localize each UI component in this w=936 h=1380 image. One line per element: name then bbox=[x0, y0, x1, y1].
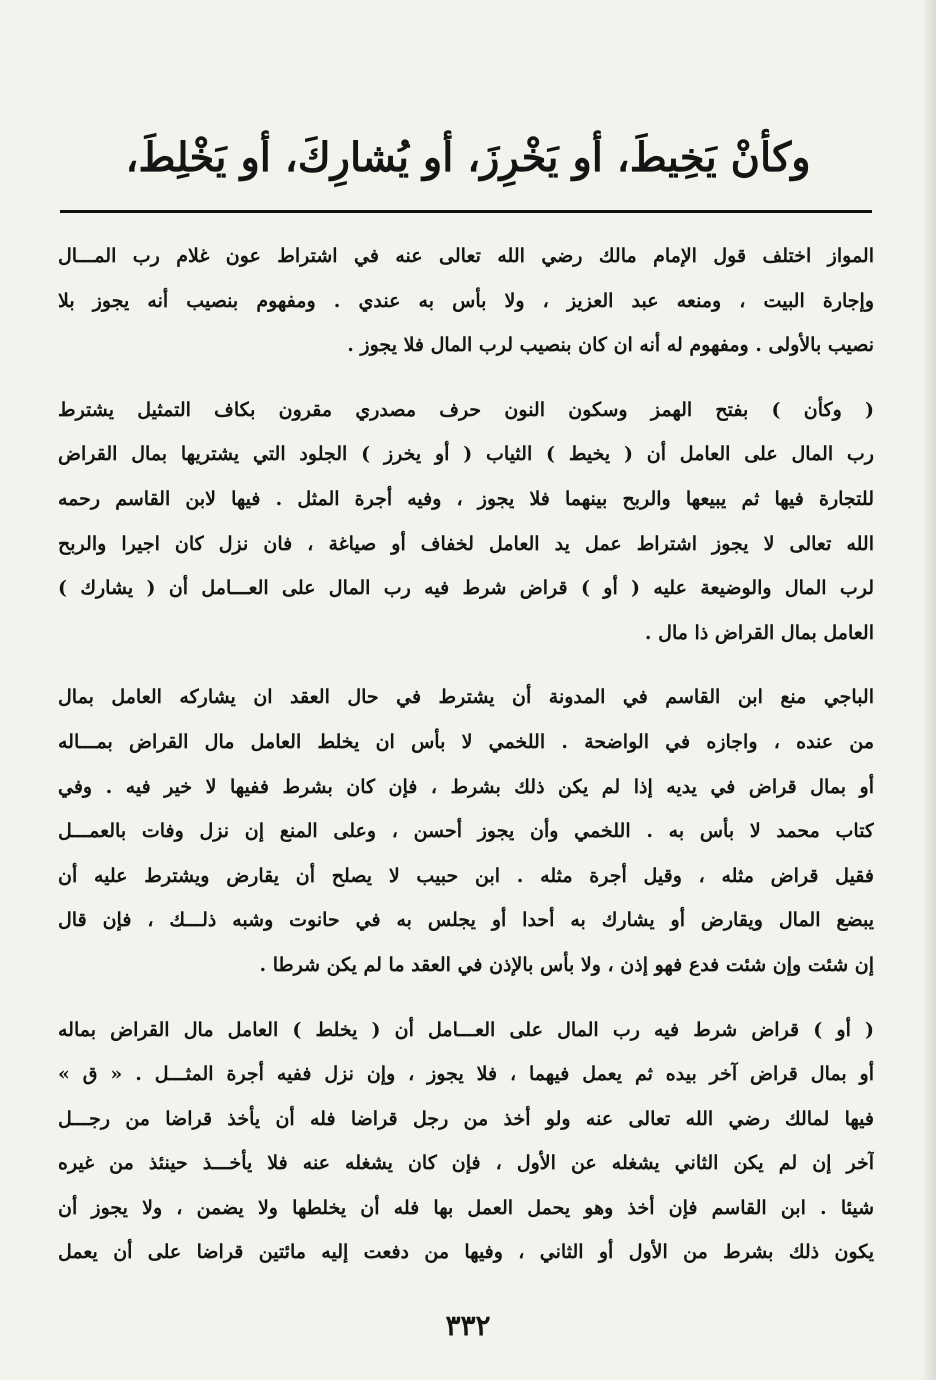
paragraph-1 bbox=[58, 234, 874, 368]
text-line: يكون ذلك بشرط من الأول أو الثاني ، وفيها من دفعت إليه مائتين قراضا على أن يعمل bbox=[58, 1241, 874, 1264]
paragraph-4 bbox=[58, 1008, 874, 1276]
running-head: وكأنْ يَخِيطَ، أو يَخْرِزَ، أو يُشارِكَ، أو يَخْلِطَ، bbox=[125, 134, 811, 181]
header-rule bbox=[60, 210, 872, 213]
text-line: نصيب بالأولى . ومفهوم له أنه ان كان بنصيب لرب المال فلا يجوز . bbox=[347, 334, 874, 357]
text-line: رب المال على العامل أن ( يخيط ) الثياب ( أو يخرز ) الجلود التي يشتريها بمال القراض bbox=[58, 443, 874, 466]
text-line: ( أو ) قراض شرط فيه رب المال على العـــامل أن ( يخلط ) العامل مال القراض بماله bbox=[58, 1018, 874, 1041]
text-line: فقيل قراض مثله ، وقيل أجرة مثله . ابن حبيب لا يصلح أن يقارض ويشترط عليه أن bbox=[58, 864, 874, 887]
text-line: شيئا . ابن القاسم فإن أخذ وهو يحمل العمل بها فله أن يخلطها ولا يضمن ، ولا يجوز أن bbox=[58, 1196, 874, 1219]
text-line: الباجي منع ابن القاسم في المدونة أن يشترط في حال العقد ان يشاركه العامل بمال bbox=[58, 686, 874, 709]
text-line: فيها لمالك رضي الله تعالى عنه ولو أخذ من رجل قراضا فله أن يأخذ قراضا من رجـــل bbox=[58, 1107, 874, 1130]
text-line: العامل بمال القراض ذا مال . bbox=[644, 621, 874, 644]
text-line: ( وكأن ) بفتح الهمز وسكون النون حرف مصدري مقرون بكاف التمثيل يشترط bbox=[58, 398, 874, 421]
text-line: إن شئت وإن شئت فدع فهو إذن ، ولا بأس بالإذن في العقد ما لم يكن شرطا . bbox=[259, 953, 874, 976]
text-line: وإجارة البيت ، ومنعه عبد العزيز ، ولا بأس به عندي . ومفهوم بنصيب أنه يجوز بلا bbox=[58, 289, 874, 312]
text-line: آخر إن لم يكن الثاني يشغله عن الأول ، فإن كان يشغله عنه فلا يأخـــذ حينئذ من غيره bbox=[58, 1152, 874, 1175]
page-edge-shadow bbox=[922, 0, 936, 1380]
paragraph-2 bbox=[58, 388, 874, 656]
text-line: يبضع المال ويقارض أو يشارك به أحدا أو يجلس به في حانوت وشبه ذلـــك ، فإن قال bbox=[58, 909, 874, 932]
text-line: لرب المال والوضيعة عليه ( أو ) قراض شرط فيه رب المال على العـــامل أن ( يشارك ) bbox=[58, 577, 874, 600]
text-line: المواز اختلف قول الإمام مالك رضي الله تعالى عنه في اشتراط عون غلام رب المـــال bbox=[58, 245, 874, 267]
body-text bbox=[58, 234, 874, 1275]
text-line: من عنده ، واجازه في الواضحة . اللخمي لا بأس ان يخلط العامل مال القراض بمـــاله bbox=[58, 730, 874, 753]
text-line: كتاب محمد لا بأس به . اللخمي وأن يجوز أحسن ، وعلى المنع إن نزل وفات بالعمـــل bbox=[58, 820, 874, 843]
text-line: الله تعالى لا يجوز اشتراط عمل يد العامل لخفاف أو صياغة ، فان نزل كان اجيرا والربح bbox=[58, 532, 874, 555]
paragraph-3 bbox=[58, 675, 874, 987]
text-line: أو بمال قراض في يديه إذا لم يكن ذلك بشرط ، فإن كان بشرط ففيها لا خير فيه . وفي bbox=[58, 775, 874, 798]
text-line: أو بمال قراض آخر بيده ثم يعمل فيهما ، فلا يجوز ، وإن نزل ففيه أجرة المثـــل . « ق » bbox=[58, 1063, 874, 1086]
page-number: ٣٣٢ bbox=[445, 1309, 491, 1342]
text-line: للتجارة فيها ثم يبيعها والربح بينهما فلا يجوز ، وفيه أجرة المثل . فيها لابن القاسم رحمه bbox=[58, 487, 874, 510]
